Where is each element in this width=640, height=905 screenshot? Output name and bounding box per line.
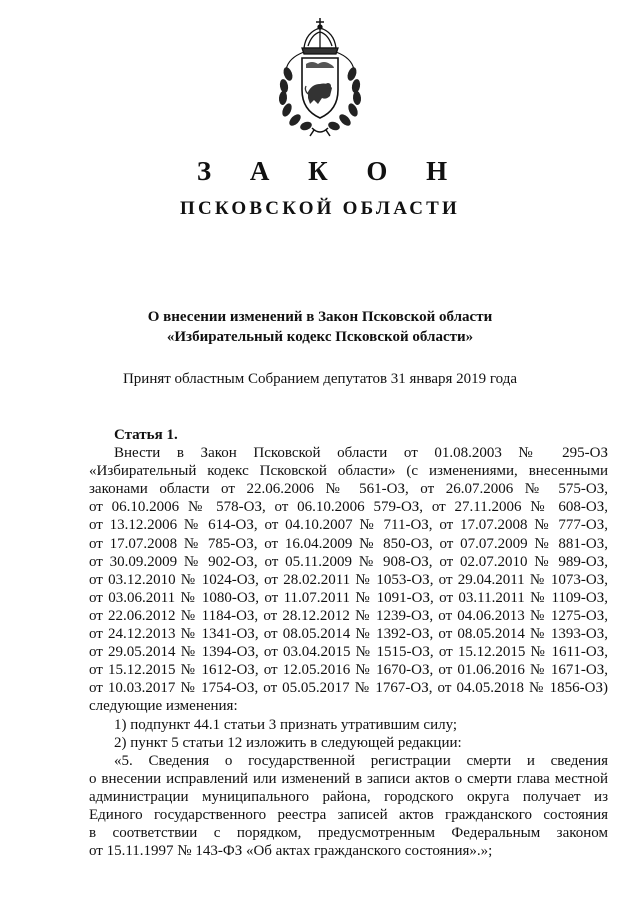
- article-text-line: следующие изменения:: [89, 698, 238, 715]
- article-text-line: Внести в Закон Псковской области от 01.08.2003 № 295-ОЗ: [114, 445, 608, 462]
- article-text-line: от 06.10.2006 № 578-ОЗ, от 06.10.2006 579-ОЗ, от 27.11.2006 № 608-ОЗ,: [89, 499, 608, 516]
- article-text-line: от 17.07.2008 № 785-ОЗ, от 16.04.2009 № 850-ОЗ, от 07.07.2009 № 881-ОЗ,: [89, 535, 608, 552]
- article-text-line: от 24.12.2013 № 1341-ОЗ, от 08.05.2014 № 1392-ОЗ, от 08.05.2014 № 1393-ОЗ,: [89, 626, 608, 643]
- article-text-line: «Избирательный кодекс Псковской области» (с изменениями, внесенными: [89, 463, 608, 480]
- article-item-2: 2) пункт 5 статьи 12 изложить в следующей редакции:: [114, 734, 462, 751]
- quoted-text-line: администрации муниципального района, городского округа получает из: [89, 788, 608, 805]
- law-subject-title: [0, 307, 640, 347]
- adoption-statement: Принят областным Собранием депутатов 31 января 2019 года: [122, 371, 518, 387]
- article-body: [89, 426, 608, 860]
- article-text-line: законами области от 22.06.2006 № 561-ОЗ, от 26.07.2006 № 575-ОЗ,: [89, 481, 608, 498]
- article-text-line: от 30.09.2009 № 902-ОЗ, от 05.11.2009 № 908-ОЗ, от 02.07.2010 № 989-ОЗ,: [89, 553, 608, 570]
- article-text-line: от 15.12.2015 № 1612-ОЗ, от 12.05.2016 № 1670-ОЗ, от 01.06.2016 № 1671-ОЗ,: [89, 662, 608, 679]
- quoted-text-line: о внесении исправлений или изменений в записи актов о смерти глава местной: [89, 770, 608, 787]
- article-text-line: от 03.12.2010 № 1024-ОЗ, от 28.02.2011 № 1053-ОЗ, от 29.04.2011 № 1073-ОЗ,: [89, 571, 608, 588]
- quoted-text-line: от 15.11.1997 № 143-ФЗ «Об актах гражданского состояния».»;: [89, 843, 493, 860]
- article-text-line: от 29.05.2014 № 1394-ОЗ, от 03.04.2015 № 1515-ОЗ, от 15.12.2015 № 1611-ОЗ,: [89, 644, 608, 661]
- article-text-line: от 10.03.2017 № 1754-ОЗ, от 05.05.2017 № 1767-ОЗ, от 04.05.2018 № 1856-ОЗ): [89, 680, 608, 697]
- law-subject-line: О внесении изменений в Закон Псковской области: [147, 309, 493, 325]
- quoted-text-line: «5. Сведения о государственной регистрации смерти и сведения: [114, 752, 608, 769]
- article-text-line: от 03.06.2011 № 1080-ОЗ, от 11.07.2011 № 1091-ОЗ, от 03.11.2011 № 1109-ОЗ,: [89, 589, 608, 606]
- article-heading: Статья 1.: [114, 427, 178, 443]
- issuing-region-title: ПСКОВСКОЙ ОБЛАСТИ: [180, 198, 460, 219]
- article-item-1: 1) подпункт 44.1 статьи 3 признать утратившим силу;: [114, 716, 458, 733]
- article-text-line: от 22.06.2012 № 1184-ОЗ, от 28.12.2012 № 1239-ОЗ, от 04.06.2013 № 1275-ОЗ,: [89, 607, 608, 624]
- law-subject-line: «Избирательный кодекс Псковской области»: [166, 329, 474, 345]
- quoted-text-line: Единого государственного реестра записей актов гражданского состояния: [89, 806, 608, 823]
- article-text-line: от 13.12.2006 № 614-ОЗ, от 04.10.2007 № 711-ОЗ, от 17.07.2008 № 777-ОЗ,: [89, 517, 608, 534]
- pskov-coat-of-arms-icon: [268, 14, 372, 138]
- quoted-text-line: в соответствии с порядком, предусмотренным Федеральным законом: [89, 825, 608, 842]
- document-type-title: З А К О Н: [196, 156, 464, 186]
